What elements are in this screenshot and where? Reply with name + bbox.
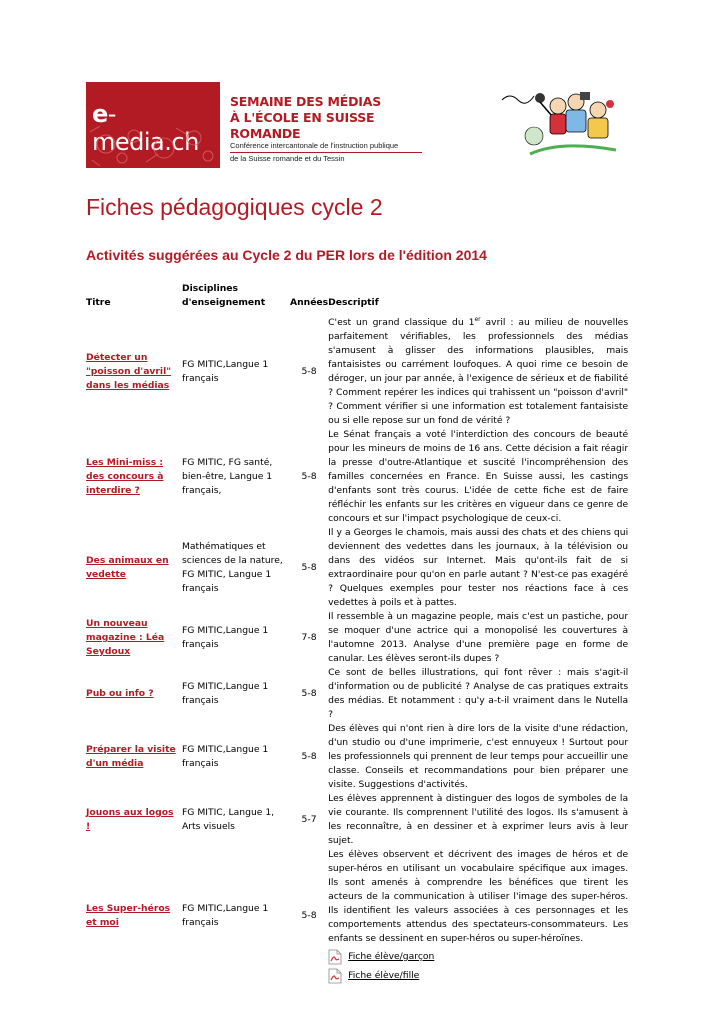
table-row [86,666,628,722]
header-annees: Années [290,297,329,308]
table-row [86,610,628,666]
row-disciplines: Mathématiques et sciences de la nature, FG MITIC, Langue 1 français [182,541,283,594]
table-row [86,428,628,526]
header-descriptif: Descriptif [328,297,379,308]
row-disciplines: FG MITIC,Langue 1 français [182,903,269,928]
row-description: Il y a Georges le chamois, mais aussi des chats et des chiens qui deviennent des vedettes dans les journaux, à la télévision ou dans des vidéos sur Internet. Mais qu'ont-ils fait de si extraordinaire pour qu'on en parle autant ? N'est-ce pas exagéré ? Quelques exemples pour tester nos réactions face à ces vedettes à poils et à pattes. [328,527,629,608]
row-description: C'est un grand classique du 1er avril : au milieu de nouvelles parfaitement vérifiables, les professionnels des médias s'amusent à glisser des informations plausibles, mais fantaisistes ou carrément loufoques. A quoi rime ce besoin de déroger, un jour par année, à l'exigence de sérieux et de fiabilité ? Comment repérer les indices qui trahissent un "poisson d'avril" ? Comment vérifier si une information est totalement fantaisiste ou si elle repose sur un fond de vérité ? [328,315,629,426]
table-row [86,722,628,792]
table-row [86,316,628,428]
activity-link-pub-info[interactable]: Pub ou info ? [86,688,154,699]
pdf-file-icon [328,949,342,965]
header-disciplines: Disciplines d'enseignement [182,283,266,308]
pdf-link-row [328,968,628,984]
semaine-title: SEMAINE DES MÉDIAS À L'ÉCOLE EN SUISSE ROMANDE [230,94,382,141]
row-years: 5-8 [301,471,317,482]
row-disciplines: FG MITIC,Langue 1 français [182,359,269,384]
row-years: 5-8 [301,910,317,921]
fiche-eleve-fille-link[interactable]: Fiche élève/fille [348,970,420,981]
row-years: 5-8 [301,688,317,699]
row-description: Le Sénat français a voté l'interdiction des concours de beauté pour les mineurs de moins de 16 ans. Cette décision a fait réagir la presse d'outre-Atlantique et suscité l'incompréhension des familles concernées en France. En Suisse aussi, les castings d'enfants sont très courus. L'idée de cette fiche est de faire réfléchir les enfants sur les critères en vigueur dans ce genre de concours et sur l'impact psychologique de ceux-ci. [328,429,629,524]
page-subtitle: Activités suggérées au Cycle 2 du PER lors de l'édition 2014 [86,247,487,263]
table-row [86,848,628,984]
activity-link-mini-miss[interactable]: Les Mini-miss : des concours à interdire ? [86,457,164,496]
row-years: 5-8 [301,366,317,377]
row-disciplines: FG MITIC, FG santé, bien-être, Langue 1 français, [182,457,273,496]
activity-link-super-heros[interactable]: Les Super-héros et moi [86,903,171,928]
activity-link-magazine[interactable]: Un nouveau magazine : Léa Seydoux [86,618,165,657]
row-description: Ce sont de belles illustrations, qui font rêver : mais s'agit-il d'information ou de publicité ? Analyse de cas pratiques extraits des médias. Et notamment : qu'y a-t-il vraiment dans le Nutella ? [328,667,629,720]
row-disciplines: FG MITIC,Langue 1 français [182,744,269,769]
table-row [86,526,628,610]
header-banner [86,82,422,168]
row-disciplines: FG MITIC,Langue 1 français [182,681,269,706]
row-years: 5-7 [301,814,317,825]
pdf-file-icon [328,968,342,984]
activity-link-animaux[interactable]: Des animaux en vedette [86,555,169,580]
table-row [86,792,628,848]
row-disciplines: FG MITIC, Langue 1, Arts visuels [182,807,275,832]
row-years: 5-8 [301,562,317,573]
fiche-eleve-garcon-link[interactable]: Fiche élève/garçon [348,951,435,962]
row-years: 7-8 [301,632,317,643]
table-header-row [86,282,628,316]
page-title: Fiches pédagogiques cycle 2 [86,194,383,220]
logo-pattern-decoration [86,122,220,168]
row-description: Des élèves qui n'ont rien à dire lors de la visite d'une rédaction, d'un studio ou d'une imprimerie, c'est ennuyeux ! Surtout pour les professionnels qui prennent de leur temps pour accueillir une classe. Conseils et recommandations pour bien préparer une visite. Suggestions d'activités. [328,723,629,790]
emedia-logo [86,82,220,168]
row-years: 5-8 [301,751,317,762]
logo-text: e-media.ch [92,100,199,156]
ciip-caption: Conférence intercantonale de l'instruction publique de la Suisse romande et du Tessin [230,140,422,164]
row-description: Il ressemble à un magazine people, mais c'est un pastiche, pour se moquer d'une actrice qui a monopolisé les couvertures à l'automne 2013. Analyse d'une première page en forme de canular. Les élèves seront-ils dupes ? [328,611,629,664]
row-disciplines: FG MITIC,Langue 1 français [182,625,269,650]
cartoon-illustration [500,84,620,156]
activity-link-logos[interactable]: Jouons aux logos ! [86,807,174,832]
pdf-link-row [328,949,628,965]
activity-link-poisson-avril[interactable]: Détecter un "poisson d'avril" dans les médias [86,352,172,391]
header-titre: Titre [86,297,111,308]
row-description: Les élèves observent et décrivent des images de héros et de super-héros en utilisant un vocabulaire spécifique aux images. Ils sont amenés à comprendre les bénéfices que tirent les acteurs de la communication à utiliser l'image des super-héros. Ils identifient les valeurs associées à ces personnages et les comportements attendus des spectateurs-consommateurs. Les enfants se dessinent en super-héros ou super-héroïnes. [328,849,629,944]
activities-table [86,282,628,984]
activity-link-visite-media[interactable]: Préparer la visite d'un média [86,744,176,769]
row-description: Les élèves apprennent à distinguer des logos de symboles de la vie courante. Ils comprennent l'utilité des logos. Ils s'amusent à les reconnaître, à en dessiner et à exprimer leurs avis à leur sujet. [328,793,629,846]
